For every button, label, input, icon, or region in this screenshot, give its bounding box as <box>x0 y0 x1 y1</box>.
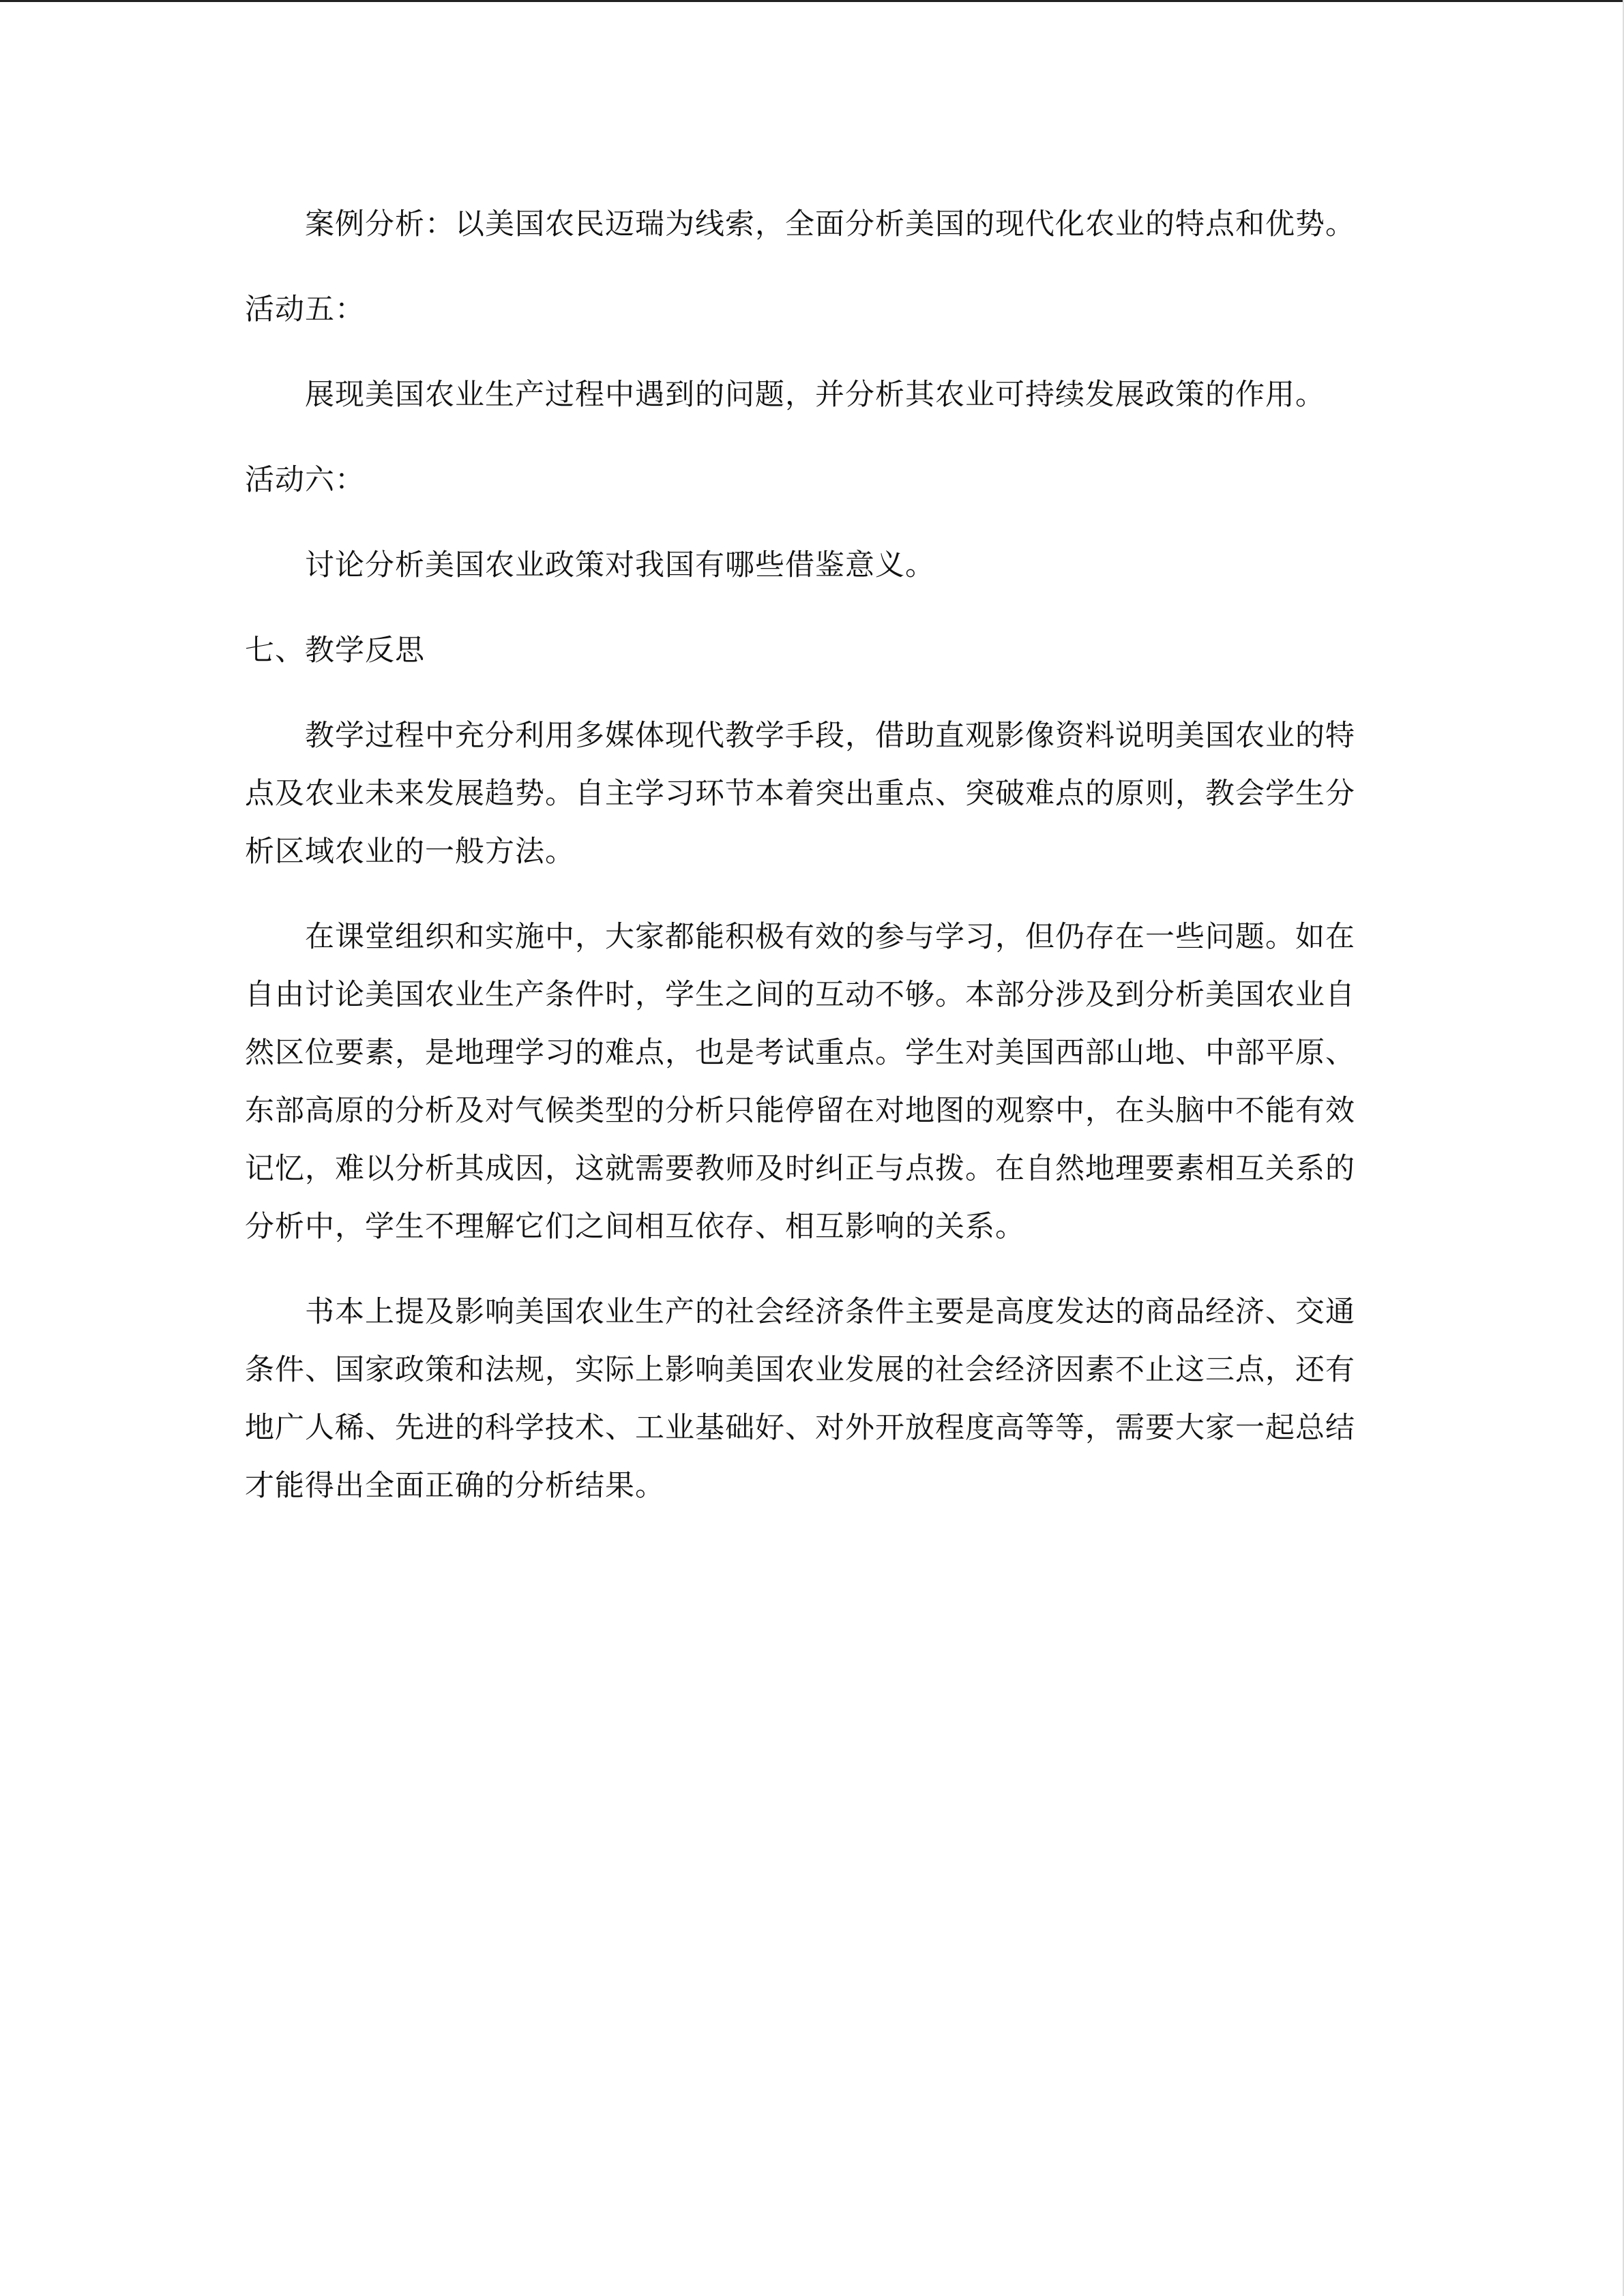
section-seven-heading: 七、教学反思 <box>245 633 425 668</box>
paragraph-case-analysis: 案例分析：以美国农民迈瑞为线索，全面分析美国的现代化农业的特点和优势。 <box>305 207 1355 241</box>
paragraph-reflection-1: 教学过程中充分利用多媒体现代教学手段，借助直观影像资料说明美国农业的特点及农业未来发展趋势。自主学习环节本着突出重点、突破难点的原则，教会学生分析区域农业的一般方法。 <box>245 719 1355 869</box>
page-top-border <box>0 0 1624 2</box>
document-body <box>245 196 1357 1542</box>
paragraph-activity-six: 讨论分析美国农业政策对我国有哪些借鉴意义。 <box>305 548 935 582</box>
activity-six-heading: 活动六： <box>245 463 365 497</box>
activity-five-heading: 活动五： <box>245 293 365 327</box>
paragraph-reflection-2: 在课堂组织和实施中，大家都能积极有效的参与学习，但仍存在一些问题。如在自由讨论美国农业生产条件时，学生之间的互动不够。本部分涉及到分析美国农业自然区位要素，是地理学习的难点，也是考试重点。学生对美国西部山地、中部平原、东部高原的分析及对气候类型的分析只能停留在对地图的观察中，在头脑中不能有效记忆，难以分析其成因，这就需要教师及时纠正与点拨。在自然地理要素相互关系的分析中，学生不理解它们之间相互依存、相互影响的关系。 <box>245 920 1355 1244</box>
paragraph-reflection-3: 书本上提及影响美国农业生产的社会经济条件主要是高度发达的商品经济、交通条件、国家政策和法规，实际上影响美国农业发展的社会经济因素不止这三点，还有地广人稀、先进的科学技术、工业基础好、对外开放程度高等等，需要大家一起总结才能得出全面正确的分析结果。 <box>245 1295 1355 1503</box>
paragraph-activity-five: 展现美国农业生产过程中遇到的问题，并分析其农业可持续发展政策的作用。 <box>305 378 1325 412</box>
